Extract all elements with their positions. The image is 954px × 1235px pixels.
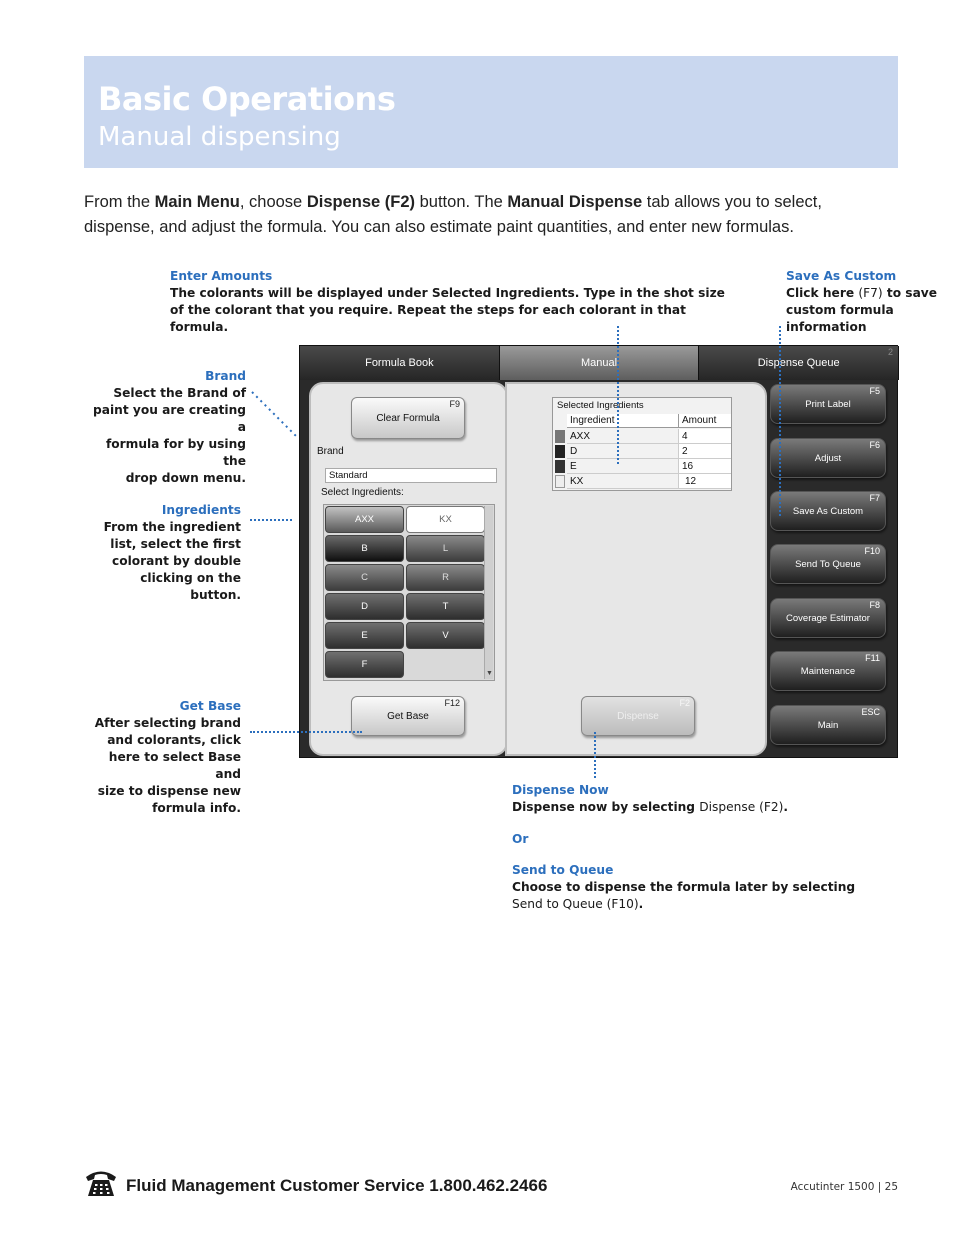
colorant-swatch (555, 475, 565, 488)
callout-text: Dispense now by selecting (512, 800, 700, 814)
callout-title: Send to Queue (512, 863, 614, 877)
callout-text: formula for by using the (105, 437, 246, 468)
page-title: Basic Operations (98, 80, 396, 118)
ingredient-button-v[interactable]: V (406, 622, 485, 649)
table-row[interactable] (567, 474, 731, 489)
row-amount-input[interactable]: 16 (679, 459, 731, 473)
ingredient-button-c[interactable]: C (325, 564, 404, 591)
button-label: Main (817, 719, 839, 731)
callout-text: After selecting brand (94, 716, 241, 730)
row-ingredient: D (567, 444, 679, 458)
callout-text: colorant by double (112, 554, 241, 568)
row-ingredient: KX (567, 474, 679, 488)
function-key: F5 (869, 386, 880, 396)
tab-corner-number: 2 (887, 347, 893, 357)
dispense-button[interactable] (581, 696, 695, 736)
function-key: F9 (449, 399, 460, 409)
button-label: Clear Formula (376, 412, 440, 424)
adjust-button[interactable] (770, 438, 886, 478)
button-label: Adjust (814, 452, 842, 464)
intro-bold-dispense: Dispense (F2) (306, 193, 416, 211)
callout-text: Send to Queue (F10) (512, 897, 639, 911)
clear-formula-button[interactable] (351, 397, 465, 439)
brand-dropdown[interactable]: Standard (325, 468, 497, 483)
function-key: ESC (861, 707, 880, 717)
button-label: Send To Queue (795, 558, 861, 570)
callout-save-as-custom (786, 268, 954, 336)
intro-paragraph (84, 190, 884, 240)
colorant-swatch (555, 460, 565, 473)
ingredient-button-kx[interactable]: KX (406, 506, 485, 533)
function-key: F8 (869, 600, 880, 610)
tab-manual[interactable]: Manual (500, 346, 700, 380)
leader-line-save-as-custom (779, 326, 781, 516)
get-base-button[interactable] (351, 696, 465, 736)
ingredient-button-d[interactable]: D (325, 593, 404, 620)
table-header (567, 414, 731, 428)
button-label: Dispense (617, 710, 659, 722)
intro-text: , choose (239, 193, 307, 211)
callout-text: . (783, 800, 788, 814)
button-label: Print Label (805, 398, 851, 410)
function-key: F7 (869, 493, 880, 503)
callout-title: Enter Amounts (170, 269, 273, 283)
selected-ingredients-table (552, 397, 732, 491)
callout-text: and colorants, click (107, 733, 241, 747)
function-key: F6 (869, 440, 880, 450)
column-header-ingredient: Ingredient (567, 414, 679, 427)
callout-text: here to select Base and (108, 750, 241, 781)
middle-panel (505, 382, 767, 756)
callout-text: From the ingredient (103, 520, 241, 534)
left-panel (309, 382, 508, 756)
callout-title: Get Base (179, 699, 241, 713)
main-button[interactable] (770, 705, 886, 745)
callout-title: Dispense Now (512, 783, 609, 797)
ingredient-button-l[interactable]: L (406, 535, 485, 562)
callout-get-base (90, 698, 241, 817)
ingredient-list (323, 504, 495, 681)
ingredient-button-axx[interactable]: AXX (325, 506, 404, 533)
tab-bar (300, 346, 899, 380)
callout-title: Or (512, 832, 529, 846)
row-amount-input[interactable]: 4 (679, 429, 731, 443)
button-label: Coverage Estimator (786, 612, 870, 624)
function-key: F11 (865, 653, 880, 663)
ingredient-button-r[interactable]: R (406, 564, 485, 591)
callout-brand (90, 368, 246, 487)
callout-text: paint you are creating a (93, 403, 246, 434)
function-key: F12 (444, 698, 460, 708)
leader-line-get-base (250, 731, 362, 733)
callout-enter-amounts (170, 268, 730, 336)
function-key: F2 (679, 698, 690, 708)
ingredient-scrollbar[interactable] (484, 506, 493, 679)
callout-title: Ingredients (161, 503, 241, 517)
function-sidebar (768, 382, 898, 758)
callout-text: size to dispense new (97, 784, 241, 798)
table-row[interactable] (567, 459, 731, 474)
callout-text: to save (882, 286, 937, 300)
header-band (84, 56, 898, 168)
callout-text: . (638, 897, 644, 911)
callout-text: (F7) (858, 286, 883, 300)
callout-text: of the colorant that you require. Repeat the steps for each colorant in that formula. (170, 303, 686, 334)
button-label: Maintenance (800, 665, 856, 677)
callout-text: formula info. (152, 801, 241, 815)
colorant-swatch (555, 445, 565, 458)
ingredient-button-f[interactable]: F (325, 651, 404, 678)
callout-text: Choose to dispense the formula later by selecting (512, 880, 856, 894)
row-amount-input[interactable]: 12 (679, 474, 731, 488)
intro-bold-manual-dispense: Manual Dispense (507, 193, 643, 211)
callout-text: custom formula information (786, 303, 894, 334)
page-number: Accutinter 1500 | 25 (790, 1181, 898, 1193)
ingredient-button-t[interactable]: T (406, 593, 485, 620)
chevron-down-icon[interactable]: ▼ (486, 670, 493, 677)
row-amount-input[interactable]: 2 (679, 444, 731, 458)
button-label: Get Base (387, 710, 429, 722)
intro-text-line2: dispense, and adjust the formula. You can also estimate paint quantities, and enter new formulas. (84, 218, 794, 236)
function-key: F10 (864, 546, 880, 556)
leader-line-enter-amounts (617, 326, 619, 464)
tab-formula-book[interactable]: Formula Book (300, 346, 500, 380)
button-label: Save As Custom (792, 505, 864, 517)
callout-text: list, select the first (110, 537, 241, 551)
callout-title: Save As Custom (786, 269, 897, 283)
callout-text: The colorants will be displayed under Selected Ingredients. Type in the shot size (170, 286, 725, 300)
leader-line-dispense (594, 732, 596, 778)
select-ingredients-label: Select Ingredients: (321, 487, 404, 498)
callout-text: Click here (786, 286, 859, 300)
intro-text: button. The (415, 193, 508, 211)
table-row[interactable] (567, 444, 731, 459)
maintenance-button[interactable] (770, 651, 886, 691)
callout-send-to-queue (512, 862, 892, 913)
callout-text: clicking on the button. (140, 571, 241, 602)
colorant-swatch (555, 430, 565, 443)
tab-dispense-queue[interactable]: Dispense Queue (699, 346, 899, 380)
table-row[interactable] (567, 429, 731, 444)
row-ingredient: E (567, 459, 679, 473)
intro-bold-main-menu: Main Menu (154, 193, 240, 211)
callout-title: Brand (205, 369, 246, 383)
telephone-icon (84, 1168, 118, 1198)
row-ingredient: AXX (567, 429, 679, 443)
send-to-queue-button[interactable] (770, 544, 886, 584)
brand-label: Brand (317, 446, 344, 457)
callout-ingredients (90, 502, 241, 604)
leader-line-ingredients (250, 519, 292, 521)
ingredient-button-e[interactable]: E (325, 622, 404, 649)
coverage-estimator-button[interactable] (770, 598, 886, 638)
callout-dispense-now (512, 782, 892, 816)
save-as-custom-button[interactable] (770, 491, 886, 531)
intro-text: From the (84, 193, 155, 211)
selected-ingredients-title: Selected Ingredients (557, 400, 644, 411)
callout-text: Dispense (F2) (699, 800, 784, 814)
app-window (299, 345, 898, 758)
customer-service-line: Fluid Management Customer Service 1.800.462.2466 (126, 1176, 548, 1195)
page-subtitle: Manual dispensing (98, 122, 341, 152)
callout-text: drop down menu. (125, 471, 246, 485)
column-header-amount: Amount (682, 415, 717, 426)
print-label-button[interactable] (770, 384, 886, 424)
ingredient-button-b[interactable]: B (325, 535, 404, 562)
callout-or (512, 831, 612, 848)
leader-line-brand (250, 390, 300, 440)
callout-text: Select the Brand of (113, 386, 246, 400)
intro-text: tab allows you to select, (642, 193, 822, 211)
